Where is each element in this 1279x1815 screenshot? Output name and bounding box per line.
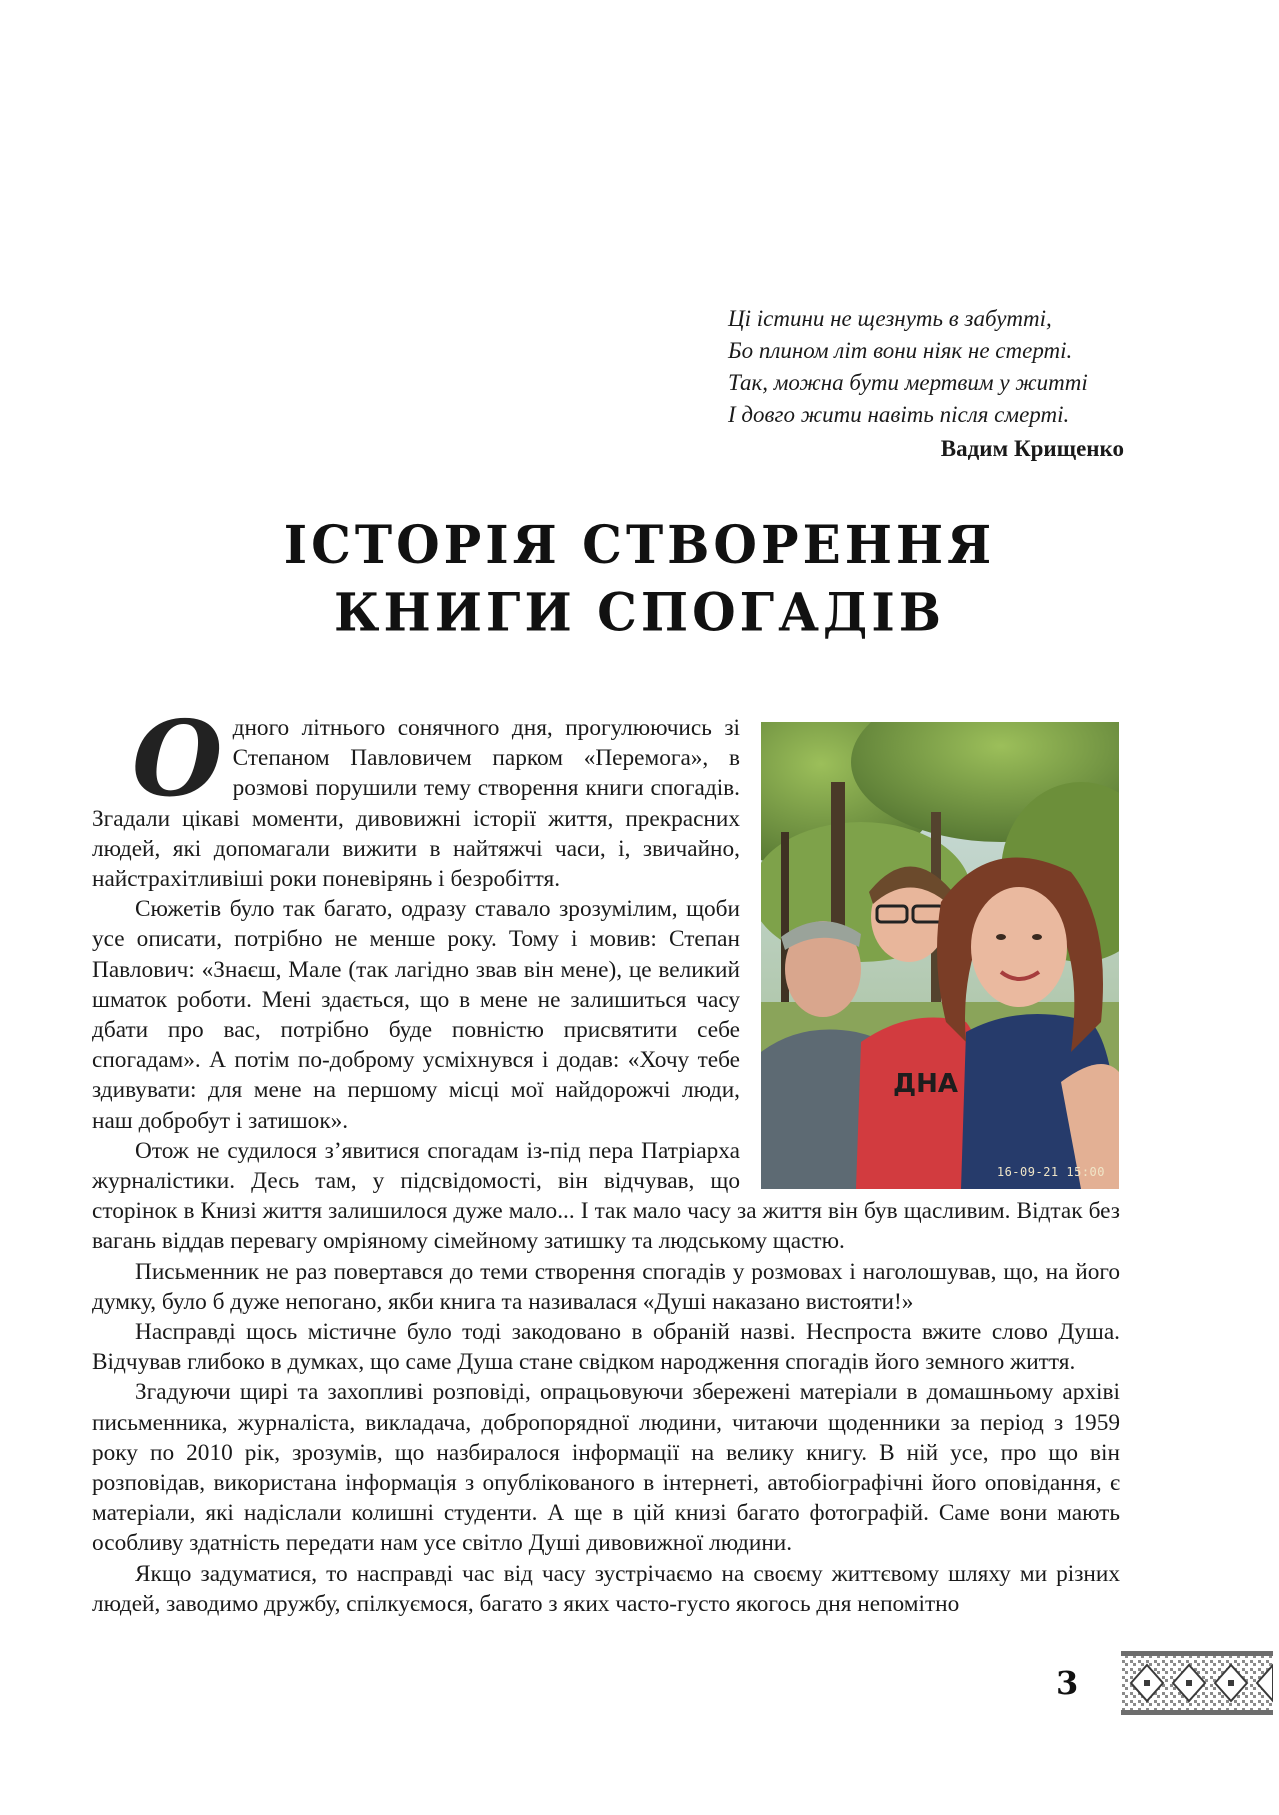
shirt-text: ДНА bbox=[893, 1069, 959, 1099]
epigraph-line: І довго жити навіть після смерті. bbox=[728, 402, 1070, 427]
paragraph: Сюжетів було так багато, одразу ставало зрозумілим, щоби усе описати, потрібно не менше року. Тому і мовив: Степан Павлович: «Знаєш, Мале (так лагідно звав він мене), це великий шматок роботи. Мені здається, що в мене не залишиться часу дбати про вас, потрібно буде повністю присвятити себе спогадам». А потім по-доброму усміхнувся і додав: «Хочу тебе здивувати: для мене на першому місці мої найдорожчі люди, наш добробут і затишок». bbox=[92, 896, 740, 1134]
epigraph-line: Бо плином літ вони ніяк не стерті. bbox=[728, 338, 1073, 363]
paragraph: Отож не судилося з’явитися спогадам із-під пера Патріарха журналістики. Десь там, у підсвідомості, він відчував, що сторінок в Книзі життя залишилося дуже мало... І так мало часу за життя він був щасливим. Відтак без вагань віддав перевагу омріяному сімейному затишку та людському щастю. bbox=[92, 1137, 1120, 1255]
title-line-1: ІСТОРІЯ СТВОРЕННЯ bbox=[283, 513, 996, 576]
paragraph: Насправді щось містичне було тоді закодовано в обраній назві. Неспроста вжите слово Душа. Відчував глибоко в думках, що саме Душа стане свідком народження спогадів його земного життя. bbox=[92, 1319, 1120, 1376]
embroidery-ornament-icon bbox=[1121, 1651, 1273, 1715]
paragraph: Згадуючи щирі та захопливі розповіді, опрацьовуючи збережені матеріали в домашньому архіві письменника, журналіста, викладача, добропорядної людини, читаючи щоденники за період з 1959 року по 2010 рік, зрозумів, що назбиралося інформації на велику книгу. В ній усе, про що він розповідав, використана інформація з опублікованого в інтернеті, автобіографічні його оповідання, є матеріали, які надіслали колишні студенти. А ще в цій книзі багато фотографій. Саме вони мають особливу здатність передати нам усе світло Душі дивовижної людини. bbox=[92, 1379, 1120, 1557]
photo-spacer bbox=[740, 713, 1120, 1191]
epigraph-line: Так, можна бути мертвим у житті bbox=[728, 370, 1088, 395]
epigraph-line: Ці істини не щезнуть в забутті, bbox=[728, 306, 1052, 331]
photo-timestamp: 16-09-21 15:00 bbox=[996, 1165, 1105, 1179]
title-line-2: КНИГИ СПОГАДІВ bbox=[333, 581, 946, 644]
epigraph bbox=[728, 303, 1128, 465]
paragraph: Якщо задуматися, то насправді час від часу зустрічаємо на своєму життєвому шляху ми різних людей, заводимо дружбу, спілкуємося, багато з яких часто-густо якогось дня непомітно bbox=[92, 1560, 1120, 1617]
page-number: 3 bbox=[1056, 1664, 1079, 1702]
article-body bbox=[92, 697, 1120, 1619]
paragraph-text: дного літнього сонячного дня, прогулюючись зі Степаном Павловичем парком «Перемога», в розмові порушили тему створення книги спогадів. Згадали цікаві моменти, дивовижні історії життя, прекрасних людей, які допомагали вижити в найтяжчі часи, і, звичайно, найстрахітливіші роки поневірянь і безробіття. bbox=[92, 715, 740, 893]
paragraph: Письменник не раз повертався до теми створення спогадів у розмовах і наголошував, що, на його думку, було б дуже непогано, якби книга та називалася «Душі наказано вистояти!» bbox=[92, 1258, 1120, 1315]
epigraph-author: Вадим Крищенко bbox=[940, 436, 1124, 461]
drop-cap: О bbox=[132, 697, 223, 820]
page-title bbox=[0, 512, 1279, 646]
